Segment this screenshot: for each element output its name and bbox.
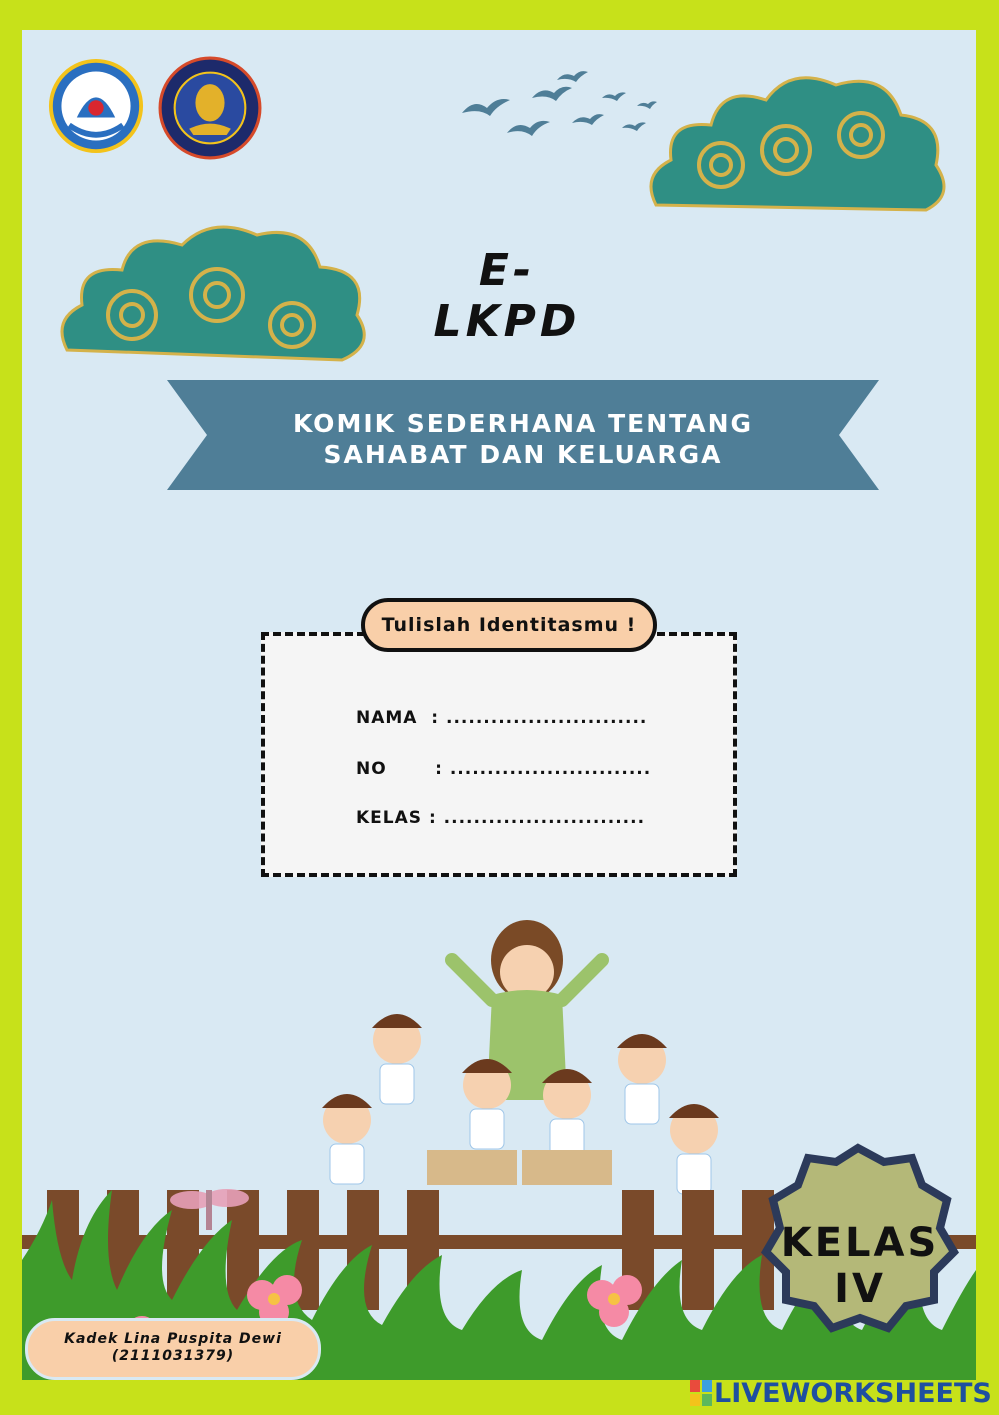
cloud-left-decoration (52, 215, 372, 385)
watermark-text: LIVEWORKSHEETS (714, 1377, 992, 1409)
identity-header: Tulislah Identitasmu ! (361, 598, 657, 652)
nama-field[interactable]: NAMA : ........................... (356, 708, 648, 728)
undiksha-logo (158, 56, 262, 160)
ribbon-line-2: SAHABAT DAN KELUARGA (323, 440, 723, 469)
author-name: Kadek Lina Puspita Dewi (64, 1331, 282, 1347)
page-title: E-LKPD (433, 245, 581, 347)
liveworksheets-icon (690, 1380, 712, 1406)
liveworksheets-watermark[interactable] (690, 1377, 992, 1409)
worksheet-cover (22, 30, 976, 1380)
badge-line-1: KELAS (780, 1220, 940, 1266)
ribbon-line-1: KOMIK SEDERHANA TENTANG (292, 409, 754, 438)
birds-decoration (452, 68, 662, 168)
ribbon-text (167, 408, 879, 470)
no-field[interactable]: NO : ........................... (356, 759, 652, 779)
kelas-badge-text (760, 1220, 960, 1312)
tut-wuri-handayani-logo (48, 58, 144, 154)
identity-box (261, 632, 737, 877)
cloud-right-decoration (636, 55, 956, 245)
badge-line-2: IV (834, 1266, 886, 1312)
author-id: (2111031379) (111, 1348, 235, 1364)
kelas-field[interactable]: KELAS : ........................... (356, 808, 646, 828)
author-label (25, 1318, 321, 1380)
